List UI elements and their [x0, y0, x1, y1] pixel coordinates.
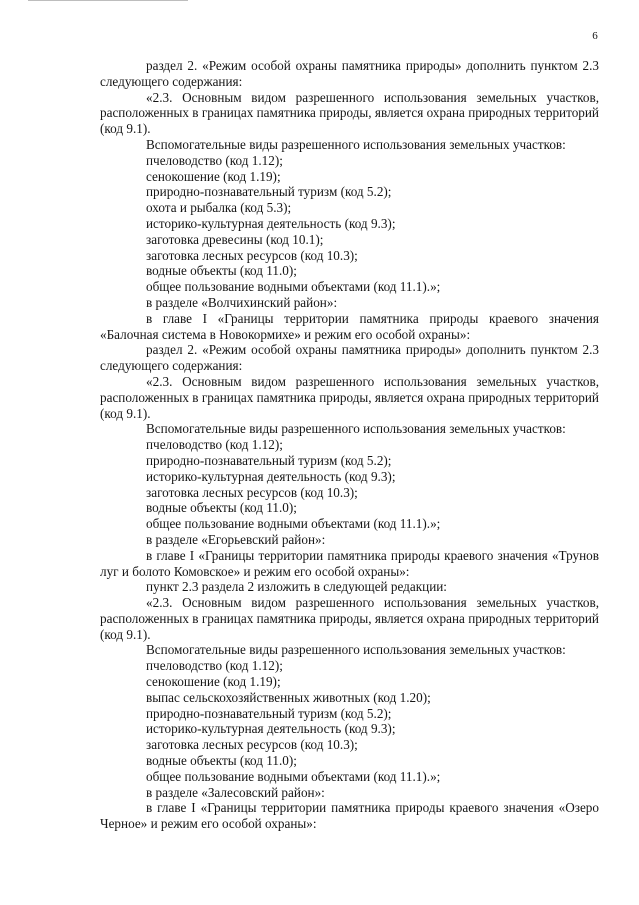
list-line: Вспомогательные виды разрешенного использования земельных участков:: [146, 642, 566, 658]
list-line: природно-познавательный туризм (код 5.2);: [146, 452, 392, 468]
paragraph: раздел 2. «Режим особой охраны памятника природы» дополнить пунктом 2.3 следующего содержания:: [100, 342, 599, 374]
list-line: заготовка лесных ресурсов (код 10.3);: [146, 484, 358, 500]
list-line: водные объекты (код 11.0);: [146, 500, 297, 516]
paragraph: в главе I «Границы территории памятника природы краевого значения «Трунов луг и болото Комовское» и режим его особой охраны»:: [100, 547, 599, 579]
list-line: водные объекты (код 11.0);: [146, 753, 297, 769]
list-line: природно-познавательный туризм (код 5.2);: [146, 184, 392, 200]
paragraph: раздел 2. «Режим особой охраны памятника природы» дополнить пунктом 2.3 следующего содержания:: [100, 58, 599, 89]
list-line: общее пользование водными объектами (код 11.1).»;: [146, 768, 441, 784]
list-line: в разделе «Волчихинский район»:: [146, 294, 338, 310]
paragraph: «2.3. Основным видом разрешенного использования земельных участков, расположенных в границах памятника природы, является охрана природных территорий (код 9.1).: [100, 595, 599, 642]
list-line: в разделе «Залесовский район»:: [146, 784, 325, 800]
list-line: заготовка лесных ресурсов (код 10.3);: [146, 737, 358, 753]
page-number: 6: [592, 30, 598, 42]
paragraph: «2.3. Основным видом разрешенного использования земельных участков, расположенных в границах памятника природы, является охрана природных территорий (код 9.1).: [100, 373, 599, 421]
list-line: сенокошение (код 1.19);: [146, 168, 281, 184]
list-line: в разделе «Егорьевский район»:: [146, 531, 326, 547]
list-line: Вспомогательные виды разрешенного использования земельных участков:: [146, 421, 566, 437]
list-line: пчеловодство (код 1.12);: [146, 658, 283, 674]
paragraph: в главе I «Границы территории памятника природы краевого значения «Озеро Черное» и режим его особой охраны»:: [100, 800, 599, 832]
list-line: природно-познавательный туризм (код 5.2);: [146, 705, 392, 721]
list-line: заготовка лесных ресурсов (код 10.3);: [146, 247, 358, 263]
list-line: Вспомогательные виды разрешенного использования земельных участков:: [146, 136, 566, 152]
document-body: [100, 58, 599, 832]
scan-edge-line: [28, 0, 188, 2]
paragraph: «2.3. Основным видом разрешенного использования земельных участков, расположенных в границах памятника природы, является охрана природных территорий (код 9.1).: [100, 89, 599, 137]
list-line: историко-культурная деятельность (код 9.3);: [146, 721, 396, 737]
list-line: пункт 2.3 раздела 2 изложить в следующей редакции:: [146, 579, 447, 595]
list-line: общее пользование водными объектами (код 11.1).»;: [146, 516, 441, 532]
list-line: пчеловодство (код 1.12);: [146, 437, 283, 453]
list-line: водные объекты (код 11.0);: [146, 263, 297, 279]
list-line: историко-культурная деятельность (код 9.3);: [146, 215, 396, 231]
list-line: историко-культурная деятельность (код 9.3);: [146, 468, 396, 484]
list-line: сенокошение (код 1.19);: [146, 674, 281, 690]
list-line: заготовка древесины (код 10.1);: [146, 231, 324, 247]
list-line: пчеловодство (код 1.12);: [146, 152, 283, 168]
list-line: охота и рыбалка (код 5.3);: [146, 200, 292, 216]
list-line: общее пользование водными объектами (код 11.1).»;: [146, 279, 441, 295]
list-line: выпас сельскохозяйственных животных (код 1.20);: [146, 689, 431, 705]
paragraph: в главе I «Границы территории памятника природы краевого значения «Балочная система в Новокормихе» и режим его особой охраны»:: [100, 310, 599, 342]
